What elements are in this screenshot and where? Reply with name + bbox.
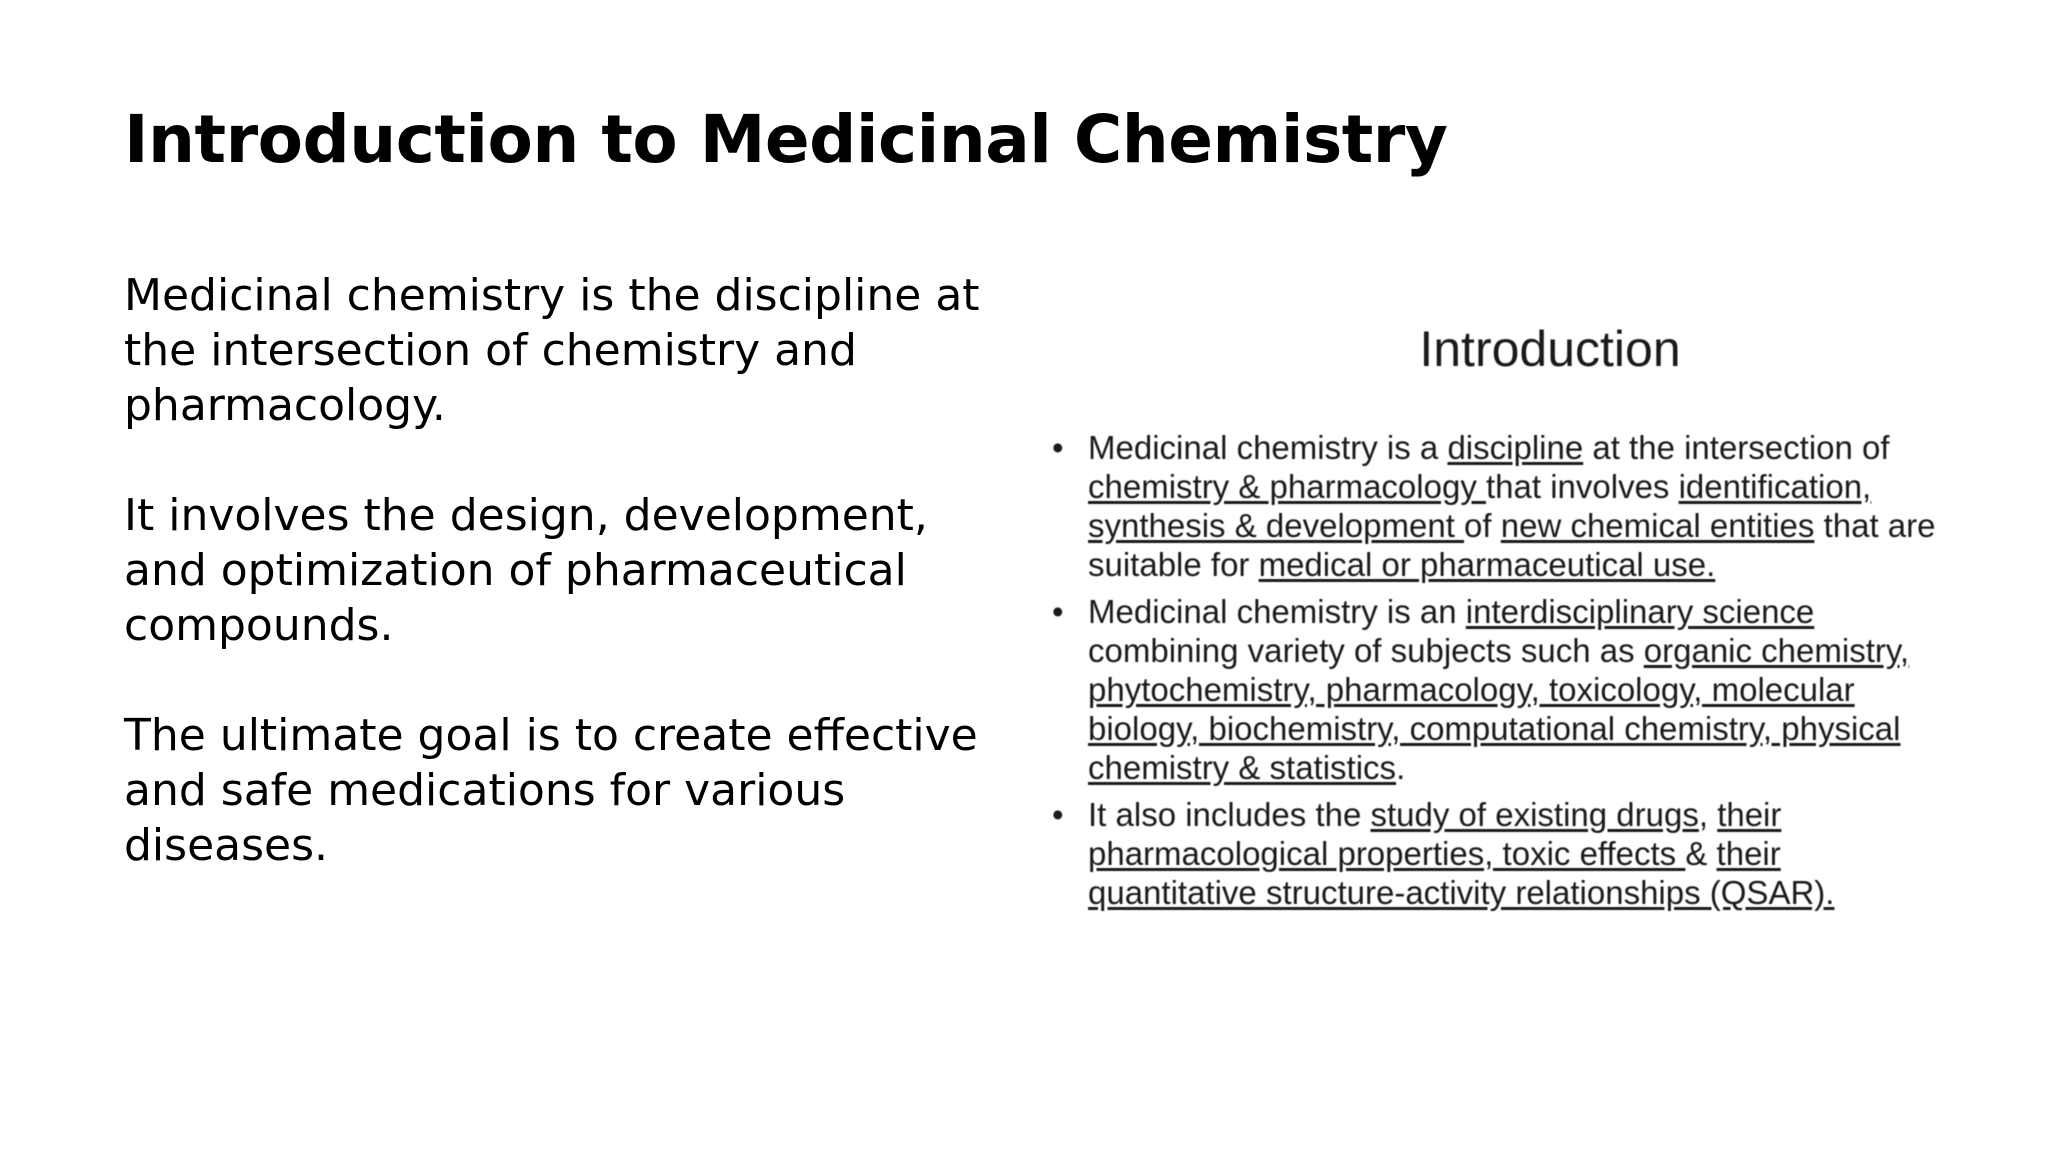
underlined-text: identification, synthesis & development	[1088, 468, 1872, 544]
image-title: Introduction	[1419, 321, 1681, 377]
bullet-dot-icon: •	[1052, 429, 1064, 466]
paragraph-design: It involves the design, development, and optimization of pharmaceutical compounds.	[124, 490, 928, 651]
underlined-text: interdisciplinary science	[1465, 593, 1815, 630]
image-bullet-list	[1040, 428, 1940, 920]
underlined-text: chemistry & pharmacology	[1088, 468, 1486, 505]
underlined-text: organic chemistry, phytochemistry, pharmacology, toxicology, molecular biology, biochemistry, computational chemistry, physical chemistry & statistics	[1088, 632, 1910, 786]
underlined-text: medical or pharmaceutical use.	[1258, 546, 1716, 583]
underlined-text: their quantitative structure-activity relationships (QSAR).	[1088, 835, 1835, 911]
bullet-dot-icon: •	[1052, 796, 1064, 833]
image-bullet-item	[1040, 795, 1940, 912]
underlined-text: new chemical entities	[1500, 507, 1815, 544]
underlined-text: study of existing drugs	[1370, 796, 1699, 833]
bullet-text: It also includes the	[1088, 796, 1371, 833]
underlined-text: discipline	[1447, 429, 1584, 466]
bullet-text: &	[1685, 835, 1717, 872]
bullet-text: Medicinal chemistry is a	[1088, 429, 1448, 466]
bullet-text: combining variety of subjects such as	[1088, 632, 1644, 669]
embedded-slide-image	[1040, 300, 1960, 980]
bullet-text: of	[1464, 507, 1501, 544]
bullet-dot-icon: •	[1052, 593, 1064, 630]
paragraph-goal: The ultimate goal is to create effective and safe medications for various diseases.	[124, 710, 978, 871]
bullet-text: .	[1396, 749, 1406, 786]
bullet-text: ,	[1698, 796, 1718, 833]
underlined-text: their pharmacological properties, toxic effects	[1088, 796, 1782, 872]
paragraph-definition: Medicinal chemistry is the discipline at the intersection of chemistry and pharmacology.	[124, 270, 980, 431]
image-bullet-item	[1040, 428, 1940, 584]
body-text	[124, 268, 1004, 928]
bullet-text: that involves	[1485, 468, 1679, 505]
bullet-text: Medicinal chemistry is an	[1088, 593, 1466, 630]
bullet-text: at the intersection of	[1583, 429, 1890, 466]
slide-title: Introduction to Medicinal Chemistry	[124, 101, 1448, 178]
bullet-text: that are suitable for	[1088, 507, 1936, 583]
image-bullet-item	[1040, 592, 1940, 787]
